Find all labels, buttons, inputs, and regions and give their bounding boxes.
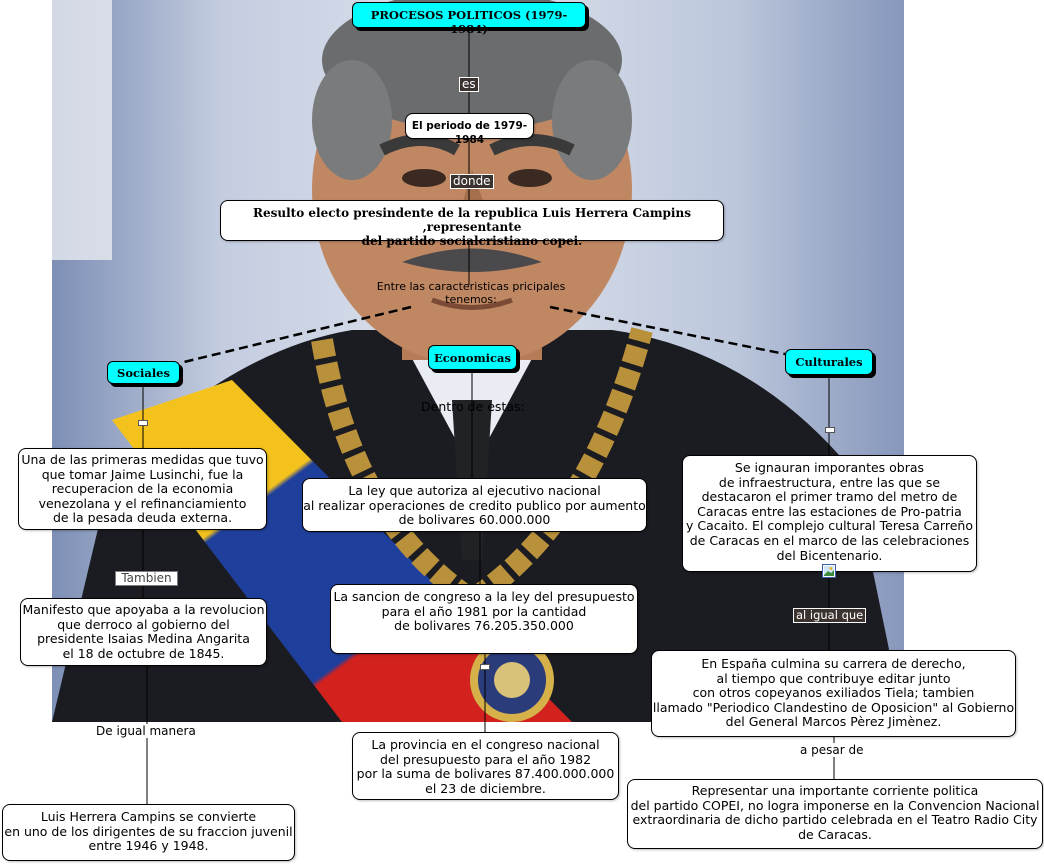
period-node[interactable]: El periodo de 1979-1984 (405, 113, 534, 139)
category-sociales[interactable]: Sociales (107, 361, 180, 384)
link-label-al-igual-que: al igual que (793, 608, 866, 623)
link-label-tambien: Tambien (115, 571, 178, 586)
economicas-node-3[interactable]: La provincia en el congreso nacional del presupuesto para el año 1982 por la suma de bolivares 87.400.000.000 el 23 de diciembre. (352, 732, 619, 800)
category-culturales[interactable]: Culturales (785, 349, 873, 375)
link-label-donde: donde (450, 174, 494, 189)
sociales-node-1[interactable]: Una de las primeras medidas que tuvo que tomar Jaime Lusinchi, fue la recuperacion de la economia venezolana y el refinanciamiento de la pesada deuda externa. (18, 448, 267, 530)
collapse-knob-sociales[interactable] (138, 420, 148, 426)
image-resource-icon[interactable] (822, 564, 836, 578)
link-label-de-igual-manera: De igual manera (92, 724, 200, 738)
economicas-node-1[interactable]: La ley que autoriza al ejecutivo nacional al realizar operaciones de credito publico por aumento de bolivares 60.000.000 (302, 478, 647, 532)
link-label-dentro: Dentro de estas: (421, 399, 525, 414)
link-label-es: es (459, 77, 479, 92)
culturales-node-1[interactable]: Se ignauran imporantes obras de infraestructura, entre las que se destacaron el primer tramo del metro de Caracas entre las estaciones de Pro-patria y Cacaito. El complejo cultural Teresa Carreño de Caracas en el marco de las celebraciones del Bicentenario. (682, 455, 977, 572)
link-label-caracteristicas: Entre las caracteristicas pricipales tenemos: (376, 280, 566, 306)
culturales-node-3[interactable]: Representar una importante corriente politica del partido COPEI, no logra imponerse en la Convencion Nacional extraordinaria de dicho partido celebrada en el Teatro Radio City de Caracas. (627, 779, 1043, 849)
main-node[interactable]: Resulto electo presindente de la republica Luis Herrera Campins ,representante del partido socialcristiano copei. (220, 200, 724, 241)
map-title[interactable]: PROCESOS POLITICOS (1979-1984) (352, 2, 586, 28)
sociales-node-2[interactable]: Manifesto que apoyaba a la revolucion que derroco al gobierno del presidente Isaias Medina Angarita el 18 de octubre de 1845. (20, 598, 267, 666)
collapse-knob-culturales[interactable] (825, 427, 835, 433)
culturales-node-2[interactable]: En España culmina su carrera de derecho, al tiempo que contribuye editar junto con otros copeyanos exiliados Tiela; tambien llamado "Periodico Clandestino de Oposicion" al Gobierno del General Marcos Pèrez Jimènez. (651, 650, 1016, 737)
sociales-node-3[interactable]: Luis Herrera Campins se convierte en uno de los dirigentes de su fraccion juvenil entre 1946 y 1948. (2, 804, 295, 861)
economicas-node-2[interactable]: La sancion de congreso a la ley del presupuesto para el año 1981 por la cantidad de bolivares 76.205.350.000 (330, 584, 638, 654)
category-economicas[interactable]: Economicas (428, 345, 517, 370)
collapse-knob-economicas[interactable] (480, 664, 490, 670)
link-label-a-pesar-de: a pesar de (797, 743, 867, 757)
